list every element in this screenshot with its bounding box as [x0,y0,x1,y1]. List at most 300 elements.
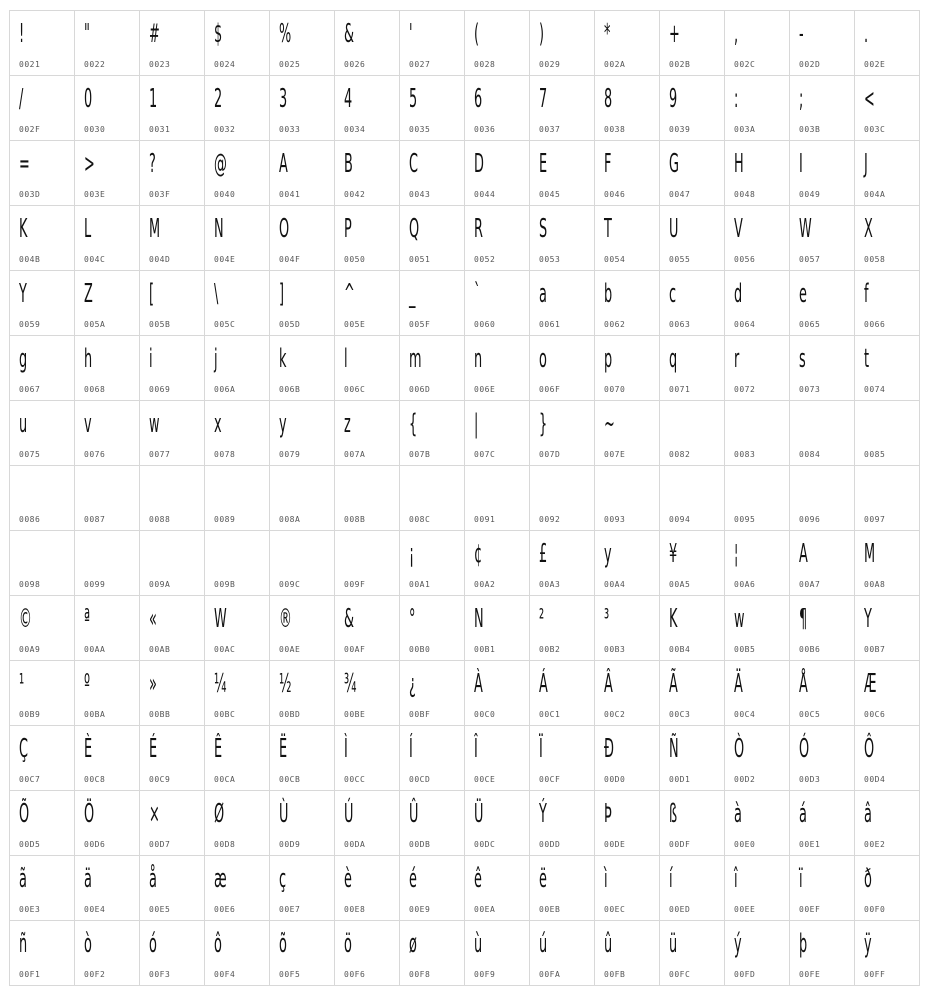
glyph-sample: Î [474,734,478,764]
glyph-sample: ] [279,279,285,309]
glyph-sample: ñ [19,929,28,959]
codepoint-label: 004F [279,255,301,264]
codepoint-label: 004A [864,190,886,199]
glyph-sample: F [604,149,612,179]
codepoint-label: 00E4 [84,905,106,914]
glyph-sample: A [279,149,288,179]
codepoint-label: 00E8 [344,905,366,914]
glyph-cell [855,271,920,336]
glyph-sample: . [864,19,869,49]
glyph-sample: Í [409,734,413,764]
glyph-cell [140,271,205,336]
glyph-sample: * [604,19,611,49]
glyph-sample: k [279,344,287,374]
glyph-sample: ú [539,929,548,959]
codepoint-label: 00A1 [409,580,431,589]
codepoint-label: 00B7 [864,645,886,654]
glyph-cell [335,531,400,596]
glyph-cell [855,141,920,206]
glyph-sample: ì [604,864,608,894]
glyph-cell [10,76,75,141]
glyph-sample: j [214,344,218,374]
glyph-sample: A [799,539,808,569]
codepoint-label: 0099 [84,580,106,589]
codepoint-label: 0079 [279,450,301,459]
glyph-cell [400,271,465,336]
codepoint-label: 0044 [474,190,496,199]
glyph-sample: ® [279,604,292,634]
codepoint-label: 0063 [669,320,691,329]
codepoint-label: 0058 [864,255,886,264]
glyph-sample: @ [214,149,227,179]
codepoint-label: 0040 [214,190,236,199]
codepoint-label: 0050 [344,255,366,264]
codepoint-label: 009B [214,580,236,589]
glyph-sample: ¥ [669,539,678,569]
glyph-sample: ç [279,864,287,894]
glyph-cell [205,531,270,596]
glyph-cell [595,271,660,336]
codepoint-label: 00B2 [539,645,561,654]
codepoint-label: 00B1 [474,645,496,654]
glyph-cell [10,11,75,76]
glyph-cell [725,661,790,726]
codepoint-label: 0046 [604,190,626,199]
glyph-sample: º [84,669,91,699]
glyph-cell [140,11,205,76]
glyph-cell [140,401,205,466]
glyph-sample: Ë [279,734,288,764]
glyph-cell [855,466,920,531]
codepoint-label: 00B9 [19,710,41,719]
glyph-sample: { [409,409,418,439]
glyph-cell [205,791,270,856]
glyph-sample: D [474,149,484,179]
glyph-cell [660,271,725,336]
glyph-cell [75,726,140,791]
glyph-sample: ¹ [19,669,25,699]
glyph-cell [270,856,335,921]
glyph-cell [10,271,75,336]
glyph-sample: 1 [149,84,158,114]
glyph-sample: % [279,19,292,49]
glyph-cell [335,726,400,791]
glyph-cell [725,921,790,986]
glyph-sample: e [799,279,807,309]
glyph-cell [335,206,400,271]
codepoint-label: 007A [344,450,366,459]
codepoint-label: 0089 [214,515,236,524]
glyph-cell [530,466,595,531]
glyph-cell [855,531,920,596]
codepoint-label: 00E5 [149,905,171,914]
codepoint-label: 00F8 [409,970,431,979]
glyph-cell [595,856,660,921]
glyph-cell [660,531,725,596]
glyph-sample: K [669,604,678,634]
codepoint-label: 00C6 [864,710,886,719]
codepoint-label: 003E [84,190,106,199]
codepoint-label: 00D2 [734,775,756,784]
codepoint-label: 009F [344,580,366,589]
codepoint-label: 00A8 [864,580,886,589]
glyph-cell [400,791,465,856]
glyph-sample: ¿ [409,669,416,699]
codepoint-label: 007D [539,450,561,459]
glyph-sample: | [474,409,479,439]
codepoint-label: 002E [864,60,886,69]
glyph-sample: è [344,864,352,894]
glyph-cell [855,791,920,856]
codepoint-label: 00E9 [409,905,431,914]
glyph-cell [790,206,855,271]
glyph-sample: G [669,149,679,179]
codepoint-label: 006A [214,385,236,394]
glyph-sample: Ú [344,799,354,829]
glyph-sample: Æ [864,669,877,699]
codepoint-label: 00BD [279,710,301,719]
glyph-cell [10,921,75,986]
glyph-cell [595,76,660,141]
glyph-cell [140,76,205,141]
codepoint-label: 0056 [734,255,756,264]
glyph-cell [75,271,140,336]
glyph-sample: ô [214,929,222,959]
glyph-cell [140,791,205,856]
glyph-sample: W [214,604,227,634]
glyph-cell [530,401,595,466]
glyph-sample: Q [409,214,420,244]
glyph-cell [530,596,595,661]
codepoint-label: 008A [279,515,301,524]
codepoint-label: 00EF [799,905,821,914]
codepoint-label: 006D [409,385,431,394]
glyph-sample: « [149,604,157,634]
glyph-sample: Ö [84,799,95,829]
glyph-sample: È [84,734,93,764]
glyph-cell [595,141,660,206]
glyph-cell [270,401,335,466]
glyph-cell [140,596,205,661]
glyph-cell [530,921,595,986]
codepoint-label: 0039 [669,125,691,134]
codepoint-label: 00D5 [19,840,41,849]
codepoint-label: 00EA [474,905,496,914]
glyph-sample: f [864,279,869,309]
codepoint-label: 0064 [734,320,756,329]
glyph-sample: O [279,214,290,244]
codepoint-label: 002F [19,125,41,134]
glyph-cell [270,596,335,661]
codepoint-label: 0098 [19,580,41,589]
glyph-sample: ; [799,84,804,114]
codepoint-label: 00CF [539,775,561,784]
glyph-sample: t [864,344,870,374]
glyph-sample: é [409,864,417,894]
codepoint-label: 00AA [84,645,106,654]
glyph-sample: Â [604,669,613,699]
glyph-cell [270,726,335,791]
codepoint-label: 00F1 [19,970,41,979]
glyph-cell [75,76,140,141]
glyph-sample: E [539,149,548,179]
glyph-sample: å [149,864,157,894]
codepoint-label: 0035 [409,125,431,134]
glyph-sample: ª [84,604,91,634]
glyph-cell [660,206,725,271]
glyph-sample: } [539,409,548,439]
glyph-sample: U [669,214,679,244]
codepoint-label: 00CD [409,775,431,784]
glyph-cell [595,466,660,531]
glyph-cell [465,401,530,466]
glyph-cell [140,466,205,531]
glyph-sample: Ï [539,734,543,764]
codepoint-label: 00BC [214,710,236,719]
codepoint-label: 0070 [604,385,626,394]
glyph-cell [530,531,595,596]
codepoint-label: 00F4 [214,970,236,979]
glyph-cell [530,141,595,206]
glyph-cell [10,791,75,856]
glyph-sample: o [539,344,547,374]
codepoint-label: 0041 [279,190,301,199]
glyph-sample: n [474,344,483,374]
codepoint-label: 0076 [84,450,106,459]
codepoint-label: 008C [409,515,431,524]
glyph-cell [595,206,660,271]
glyph-cell [530,336,595,401]
codepoint-label: 00DB [409,840,431,849]
glyph-cell [660,336,725,401]
codepoint-label: 007C [474,450,496,459]
glyph-cell [205,466,270,531]
codepoint-label: 005A [84,320,106,329]
glyph-sample: Ä [734,669,743,699]
codepoint-label: 00CB [279,775,301,784]
codepoint-label: 00EB [539,905,561,914]
glyph-cell [75,141,140,206]
codepoint-label: 00C7 [19,775,41,784]
glyph-sample: ö [344,929,352,959]
glyph-cell [725,141,790,206]
glyph-sample: > [84,149,95,179]
glyph-sample: 9 [669,84,678,114]
codepoint-label: 00C4 [734,710,756,719]
glyph-cell [140,531,205,596]
glyph-cell [270,791,335,856]
glyph-cell [660,791,725,856]
glyph-sample: Ð [604,734,614,764]
codepoint-label: 0045 [539,190,561,199]
glyph-sample: Û [409,799,419,829]
glyph-cell [660,596,725,661]
glyph-sample: õ [279,929,287,959]
glyph-sample: ' [409,19,413,49]
codepoint-label: 002C [734,60,756,69]
glyph-cell [725,11,790,76]
glyph-cell [725,401,790,466]
glyph-sample: ê [474,864,482,894]
glyph-cell [790,921,855,986]
codepoint-label: 00DC [474,840,496,849]
codepoint-label: 00BA [84,710,106,719]
glyph-cell [855,401,920,466]
codepoint-label: 00E6 [214,905,236,914]
glyph-sample: s [799,344,806,374]
codepoint-label: 00F5 [279,970,301,979]
glyph-cell [335,856,400,921]
codepoint-label: 005B [149,320,171,329]
glyph-sample: À [474,669,483,699]
glyph-sample: ! [19,19,25,49]
codepoint-label: 0094 [669,515,691,524]
glyph-cell [465,76,530,141]
glyph-sample: 8 [604,84,613,114]
glyph-cell [205,856,270,921]
glyph-cell [205,76,270,141]
glyph-cell [205,661,270,726]
codepoint-label: 0067 [19,385,41,394]
codepoint-label: 00FF [864,970,886,979]
codepoint-label: 00FD [734,970,756,979]
glyph-cell [270,141,335,206]
glyph-cell [530,661,595,726]
glyph-cell [270,336,335,401]
glyph-cell [530,206,595,271]
glyph-cell [465,336,530,401]
glyph-sample: ½ [279,669,292,699]
codepoint-label: 0071 [669,385,691,394]
codepoint-label: 0022 [84,60,106,69]
codepoint-label: 0036 [474,125,496,134]
glyph-sample: p [604,344,613,374]
glyph-cell [790,11,855,76]
glyph-sample: M [149,214,161,244]
glyph-sample: \ [214,279,219,309]
glyph-sample: v [84,409,92,439]
glyph-cell [595,661,660,726]
glyph-cell [335,921,400,986]
glyph-sample: × [149,799,160,829]
glyph-cell [595,921,660,986]
glyph-sample: 4 [344,84,353,114]
glyph-cell [660,11,725,76]
codepoint-label: 005E [344,320,366,329]
glyph-cell [595,791,660,856]
glyph-sample: Ñ [669,734,679,764]
glyph-cell [400,76,465,141]
glyph-cell [75,791,140,856]
glyph-sample: L [84,214,92,244]
glyph-sample: N [214,214,224,244]
glyph-sample: 7 [539,84,548,114]
glyph-cell [140,206,205,271]
codepoint-label: 0065 [799,320,821,329]
codepoint-label: 00D3 [799,775,821,784]
glyph-sample: y [279,409,287,439]
glyph-cell [10,336,75,401]
glyph-cell [400,206,465,271]
glyph-cell [855,76,920,141]
codepoint-label: 0086 [19,515,41,524]
codepoint-label: 003A [734,125,756,134]
glyph-cell [465,856,530,921]
glyph-cell [465,921,530,986]
glyph-cell [725,271,790,336]
glyph-sample: - [799,19,804,49]
glyph-sample: R [474,214,483,244]
glyph-cell [140,921,205,986]
codepoint-label: 00DD [539,840,561,849]
glyph-sample: ë [539,864,547,894]
glyph-cell [465,206,530,271]
glyph-cell [140,856,205,921]
codepoint-label: 0060 [474,320,496,329]
codepoint-label: 0072 [734,385,756,394]
glyph-cell [790,531,855,596]
glyph-cell [465,11,530,76]
glyph-sample: Õ [19,799,30,829]
glyph-cell [400,531,465,596]
glyph-sample: Ù [279,799,289,829]
glyph-sample: 2 [214,84,223,114]
codepoint-label: 00B0 [409,645,431,654]
glyph-sample: 6 [474,84,483,114]
glyph-cell [790,661,855,726]
glyph-sample: & [344,19,355,49]
glyph-sample: à [734,799,742,829]
glyph-sample: g [19,344,28,374]
glyph-sample: i [149,344,153,374]
glyph-cell [855,11,920,76]
glyph-cell [270,206,335,271]
glyph-sample: ( [474,19,480,49]
glyph-sample: ? [149,149,156,179]
codepoint-label: 004E [214,255,236,264]
codepoint-label: 005F [409,320,431,329]
glyph-sample: â [864,799,872,829]
glyph-cell [465,531,530,596]
glyph-cell [465,661,530,726]
glyph-cell [335,271,400,336]
glyph-cell [270,661,335,726]
codepoint-label: 0091 [474,515,496,524]
codepoint-label: 0088 [149,515,171,524]
glyph-sample: £ [539,539,548,569]
glyph-sample: Ã [669,669,678,699]
glyph-cell [10,206,75,271]
glyph-sample: u [19,409,28,439]
glyph-cell [465,596,530,661]
glyph-sample: w [734,604,745,634]
glyph-cell [660,726,725,791]
codepoint-label: 0053 [539,255,561,264]
glyph-sample: l [344,344,348,374]
codepoint-label: 0085 [864,450,886,459]
glyph-sample: » [149,669,157,699]
glyph-sample: S [539,214,548,244]
glyph-sample: ø [409,929,417,959]
codepoint-label: 003C [864,125,886,134]
glyph-sample: í [669,864,673,894]
glyph-sample: & [344,604,355,634]
codepoint-label: 003B [799,125,821,134]
codepoint-label: 0087 [84,515,106,524]
glyph-cell [595,531,660,596]
glyph-cell [205,921,270,986]
glyph-sample: I [799,149,803,179]
